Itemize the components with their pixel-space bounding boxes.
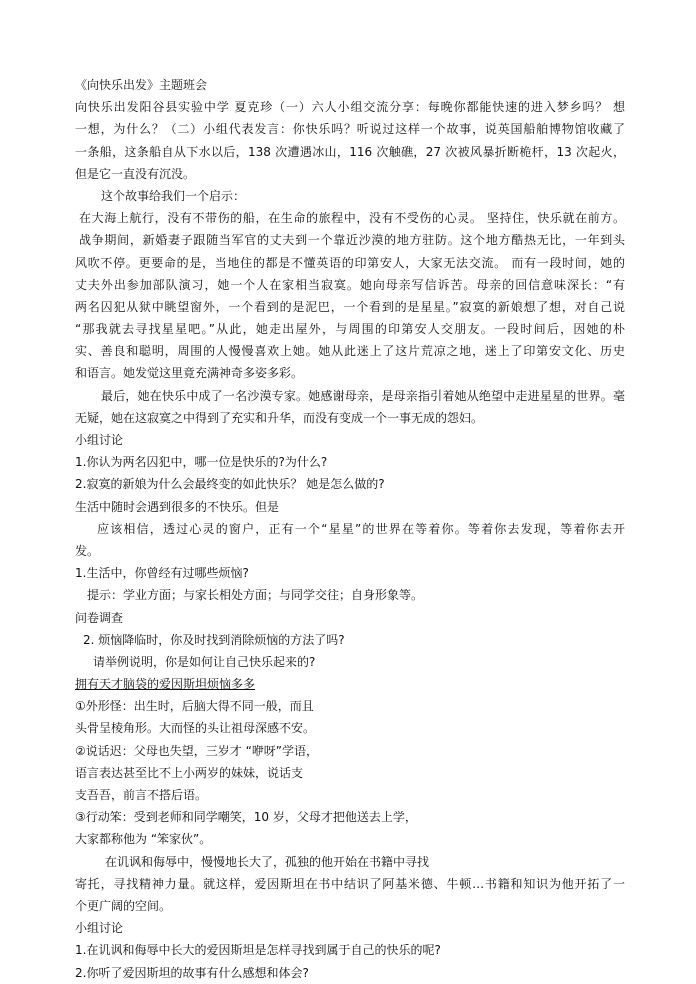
text-line: 向快乐出发阳谷县实验中学 夏克珍（一）六人小组交流分享：每晚你都能快速的进入梦乡吗？ 想 — [75, 100, 625, 115]
question-item: 1.在讥讽和侮辱中长大的爱因斯坦是怎样寻找到属于自己的快乐的呢? — [75, 943, 441, 958]
text-line: 丈夫外出参加部队演习，她一个人在家相当寂寞。她向母亲写信诉苦。母亲的回信意味深长：“有 — [75, 277, 625, 292]
section-heading: 问卷调查 — [75, 610, 124, 625]
text-line: ①外形怪：出生时，后脑大得不同一般，而且 — [75, 699, 314, 714]
text-line: “那我就去寻找星星吧。”从此，她走出屋外，与周围的印第安人交朋友。一段时间后，因她的朴 — [75, 322, 625, 337]
text-line: 实、善良和聪明，周围的人慢慢喜欢上她。她从此迷上了这片荒凉之地，迷上了印第安文化、历史 — [75, 344, 625, 359]
question-item: 2.你听了爱因斯坦的故事有什么感想和体会? — [75, 965, 309, 980]
text-line: 支吾吾，前言不搭后语。 — [75, 788, 208, 802]
section-heading: 拥有天才脑袋的爱因斯坦烦恼多多 — [75, 677, 256, 692]
question-item: 2.寂寞的新娘为什么会最终变的如此快乐？ 她是怎么做的? — [75, 477, 385, 492]
document-title: 《向快乐出发》主题班会 — [75, 78, 208, 92]
text-line: 大家都称他为 “笨家伙”。 — [75, 832, 212, 847]
question-item: 2. 烦恼降临时，你及时找到消除烦恼的方法了吗? — [83, 632, 345, 647]
text-line: 一想，为什么？（二）小组代表发言：你快乐吗？听说过这样一个故事，说英国船舶博物馆收藏了 — [75, 122, 625, 137]
text-line: 风吹不停。更要命的是，当地住的都是不懂英语的印第安人，大家无法交流。 而有一段时间，她的 — [75, 255, 625, 270]
text-line: 语言表达甚至比不上小两岁的妹妹，说话支 — [75, 765, 304, 780]
text-line: 两名囚犯从狱中眺望窗外，一个看到的是泥巴，一个看到的是星星。”寂寞的新娘想了想，对自己说 — [75, 299, 625, 314]
text-line: 最后，她在快乐中成了一名沙漠专家。她感谢母亲，是母亲指引着她从绝望中走进星星的世界。毫 — [101, 388, 625, 403]
text-line: 寄托，寻找精神力量。就这样，爱因斯坦在书中结识了阿基米德、牛顿…书籍和知识为他开拓了一 — [75, 876, 625, 891]
text-line: 生活中随时会遇到很多的不快乐。但是 — [75, 499, 280, 514]
text-line: 一条船，这条船自从下水以后，138 次遭遇冰山，116 次触礁，27 次被风暴折断桅杆，13 次起火， — [75, 144, 625, 159]
section-heading: 小组讨论 — [75, 433, 124, 447]
hint-text: 提示：学业方面；与家长相处方面；与同学交往；自身形象等。 — [87, 588, 424, 603]
text-line: 应该相信，透过心灵的窗户，正有一个“星星”的世界在等着你。等着你去发现，等着你去开 — [97, 521, 625, 536]
text-line: 和语言。她发觉这里竟充满神奇多姿多彩。 — [75, 366, 304, 381]
question-item: 1.你认为两名囚犯中，哪一位是快乐的?为什么? — [75, 455, 328, 470]
question-item: 1.生活中，你曾经有过哪些烦恼? — [75, 566, 249, 581]
text-line: 战争期间，新婚妻子跟随当军官的丈夫到一个靠近沙漠的地方驻防。这个地方酷热无比，一年到头 — [79, 233, 625, 248]
text-line: 发。 — [75, 543, 100, 558]
text-line: ③行动笨：受到老师和同学嘲笑，10 岁，父母才把他送去上学， — [75, 810, 417, 825]
text-line: 在讥讽和侮辱中，慢慢地长大了，孤独的他开始在书籍中寻找 — [105, 854, 430, 869]
text-line: 这个故事给我们一个启示： — [101, 188, 246, 203]
text-line: 请举例说明，你是如何让自己快乐起来的? — [93, 654, 316, 669]
text-line: 但是它一直没有沉没。 — [75, 166, 196, 181]
document-page — [75, 74, 625, 984]
text-line: 在大海上航行，没有不带伤的船，在生命的旅程中，没有不受伤的心灵。 坚持住，快乐就在前方。 — [79, 211, 625, 226]
text-line: 无疑，她在这寂寞之中得到了充实和升华，而没有变成一个一事无成的怨妇。 — [75, 410, 484, 425]
section-heading: 小组讨论 — [75, 921, 124, 936]
text-line: 头骨呈棱角形。大而怪的头让祖母深感不安。 — [75, 721, 316, 736]
text-line: ②说话迟：父母也失望，三岁才 “咿呀”学语， — [75, 743, 319, 758]
text-line: 个更广阔的空间。 — [75, 898, 172, 913]
